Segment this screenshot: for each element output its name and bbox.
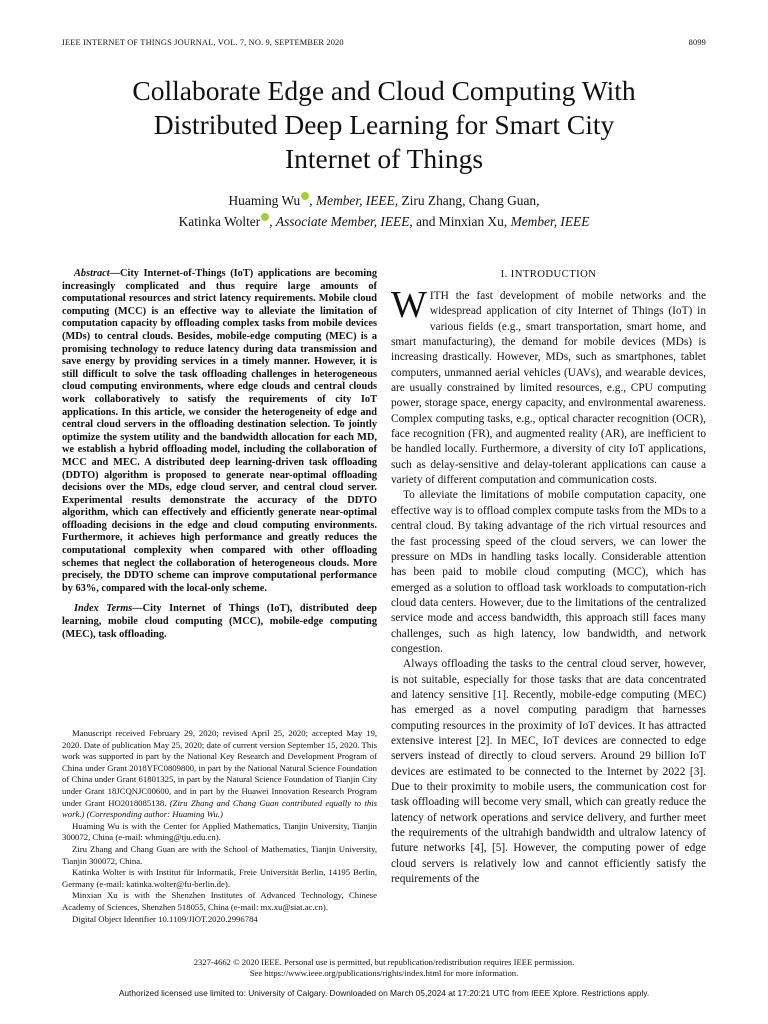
abstract <box>62 268 377 595</box>
footnotes <box>62 728 377 925</box>
index-terms-label: Index Terms <box>74 603 133 615</box>
author-affiliation: Member, IEEE <box>510 214 590 229</box>
footnote-text: Manuscript received February 29, 2020; revised April 25, 2020; accepted May 19, 2020. Date of publication May 25, 2020; date of current version September 15, 2020. This work was supported in part by the National Key Research and Development Program of China under Grant 2018YFC0809800, in part by the National Natural Science Foundation of China under Grant 61801325, in part by the Natural Science Foundation of Tianjin City under Grant 18JCQNJC00600, and in part by the Huawei Innovation Research Program under Grant HO2018085138. <box>62 728 377 808</box>
paper-title <box>62 74 706 176</box>
footnote-affiliation: Minxian Xu is with the Shenzhen Institutes of Advanced Technology, Chinese Academy of Sciences, Shenzhen 518055, China (e-mail: mx.xu@siat.ac.cn). <box>62 890 377 912</box>
right-column <box>391 268 706 887</box>
footnote-manuscript <box>62 728 377 821</box>
running-header <box>62 38 706 50</box>
orcid-icon[interactable] <box>301 192 309 200</box>
footnote-affiliation: Ziru Zhang and Chang Guan are with the School of Mathematics, Tianjin University, Tianjin 300072, China. <box>62 843 377 866</box>
author-names: , Ziru Zhang, Chang Guan, <box>394 193 540 208</box>
author-line: Huaming Wu , Member, IEEE, Ziru Zhang, Chang Guan, <box>228 193 540 208</box>
author-list <box>62 190 706 232</box>
author-name: Huaming Wu <box>228 193 301 208</box>
author-names: , and Minxian Xu, <box>409 214 511 229</box>
drop-cap: W <box>391 284 427 326</box>
abstract-label: Abstract <box>74 268 110 279</box>
footnote-affiliation: Huaming Wu is with the Center for Applied Mathematics, Tianjin University, Tianjin 300072, China (e-mail: whming@tju.edu.cn). <box>62 820 377 843</box>
abstract-dash: — <box>109 268 120 279</box>
footnote-affiliation: Katinka Wolter is with Institut für Informatik, Freie Universität Berlin, 14195 Berlin, Germany (e-mail: katinka.wolter@fu-berlin.de). <box>62 867 377 889</box>
title-line: Internet of Things <box>284 143 484 174</box>
title-line: Collaborate Edge and Cloud Computing With <box>132 75 636 106</box>
author-affiliation: Associate Member, IEEE <box>275 214 410 229</box>
copyright-line: 2327-4662 © 2020 IEEE. Personal use is permitted, but republication/redistribution requires IEEE permission. <box>193 957 575 967</box>
copyright-notice <box>62 957 706 980</box>
left-column <box>62 268 377 641</box>
index-terms-text: City Internet of Things (IoT), distributed deep learning, mobile cloud computing (MCC), mobile-edge computing (MEC), task offloading. <box>62 603 377 640</box>
license-notice: Authorized licensed use limited to: University of Calgary. Downloaded on March 05,2024 at 17:20:21 UTC from IEEE Xplore. Restrictions apply. <box>118 988 650 998</box>
body-paragraph <box>391 284 706 488</box>
abstract-text: City Internet-of-Things (IoT) applications are becoming increasingly complicated and thus require large amounts of computational resources and strict latency requirements. Mobile cloud computing (MCC) is an effective way to alleviate the limitation of computation capacity by offloading complex tasks from mobile devices (MDs) to central clouds. Besides, mobile-edge computing (MEC) is a promising technology to reduce latency during data transmission and save energy by providing services in a timely manner. However, it is still difficult to solve the task offloading challenges in heterogeneous cloud computing environments, where edge clouds and central clouds work collaboratively to satisfy the requirements of city IoT applications. In this article, we consider the heterogeneity of edge and central cloud servers in the offloading destination selection. To jointly optimize the system utility and the bandwidth allocation for each MD, we establish a hybrid offloading model, including the collaboration of MCC and MEC. A distributed deep learning-driven task offloading (DDTO) algorithm is proposed to generate near-optimal offloading decisions over the MDs, edge cloud server, and central cloud server. Experimental results demonstrate the accuracy of the DDTO algorithm, which can effectively and efficiently generate near-optimal offloading decisions in the edge and cloud computing environments. Furthermore, it achieves high performance and greatly reduces the computational complexity when compared with other offloading schemes that neglect the collaboration of heterogeneous clouds. More precisely, the DDTO scheme can improve computational performance by 63%, compared with the local-only scheme. <box>62 268 377 594</box>
author-affiliation: Member, IEEE <box>315 193 395 208</box>
author-line: Katinka Wolter , Associate Member, IEEE, and Minxian Xu, Member, IEEE <box>178 214 590 229</box>
index-terms <box>62 603 377 641</box>
body-paragraph: To alleviate the limitations of mobile computation capacity, one effective way is to offload complex compute tasks from the MDs to a central cloud. By taking advantage of the rich virtual resources and the fast processing speed of the cloud servers, we can lower the pressure on MDs in handling tasks locally. Considerable attention has been paid to mobile cloud computing (MCC), which has emerged as a solution to offload task workloads to computation-rich cloud data centers. However, due to the limitations of the centralized service mode and access bandwidth, this approach still faces many challenges, such as high latency, low bandwidth, and network congestion. <box>391 489 706 655</box>
footnote-italic: (Ziru Zhang and Chang Guan contributed equally to this work.) (Corresponding author: Huaming Wu.) <box>62 797 377 820</box>
title-line: Distributed Deep Learning for Smart City <box>153 109 615 140</box>
paragraph-text: ITH the fast development of mobile networks and the widespread application of city Internet of Things (IoT) in various fields (e.g., smart transportation, smart home, and smart manufacturing), the demand for mobile devices (MDs) is increasing drastically. However, MDs, such as smartphones, tablet computers, unmanned aerial vehicles (UAVs), and wearable devices, are usually constrained by limited resources, e.g., CPU computing power, storage space, energy capacity, and environmental awareness. Complex computing tasks, e.g., optical character recognition (OCR), face recognition (FR), and augmented reality (AR), are inefficient to be handled locally. Furthermore, a diversity of city IoT applications, such as delay-sensitive and delay-tolerant applications can cause a variety of different computation and communication costs. <box>391 290 706 487</box>
footnote-doi: Digital Object Identifier 10.1109/JIOT.2020.2996784 <box>72 913 258 924</box>
author-name: Katinka Wolter <box>178 214 261 229</box>
journal-name: IEEE INTERNET OF THINGS JOURNAL, VOL. 7, NO. 9, SEPTEMBER 2020 <box>62 38 344 47</box>
section-heading: I. INTRODUCTION <box>500 268 597 280</box>
page-number: 8099 <box>688 38 706 47</box>
orcid-icon[interactable] <box>261 213 269 221</box>
body-paragraph: Always offloading the tasks to the central cloud server, however, is not suitable, especially for those tasks that are data concentrated and latency sensitive [1]. Recently, mobile-edge computing (MEC) has emerged as a novel computing paradigm that harnesses computing resources in the proximity of IoT devices. It has attracted extensive interest [2]. In MEC, IoT devices are connected to edge servers instead of directly to cloud servers. Around 29 billion IoT devices are estimated to be connected to the Internet by 2022 [3]. Due to their proximity to mobile users, the communication cost for task offloading will become very small, which can greatly reduce the latency of network operations and service delivery, and further meet the requirements of the ultrahigh bandwidth and ultralow latency of future networks [4], [5]. However, the computing power of edge cloud servers is relatively low and cannot efficiently satisfy the requirements of the <box>391 658 706 886</box>
copyright-link[interactable]: See https://www.ieee.org/publications/rights/index.html for more information. <box>249 968 519 979</box>
index-terms-dash: — <box>132 603 143 615</box>
